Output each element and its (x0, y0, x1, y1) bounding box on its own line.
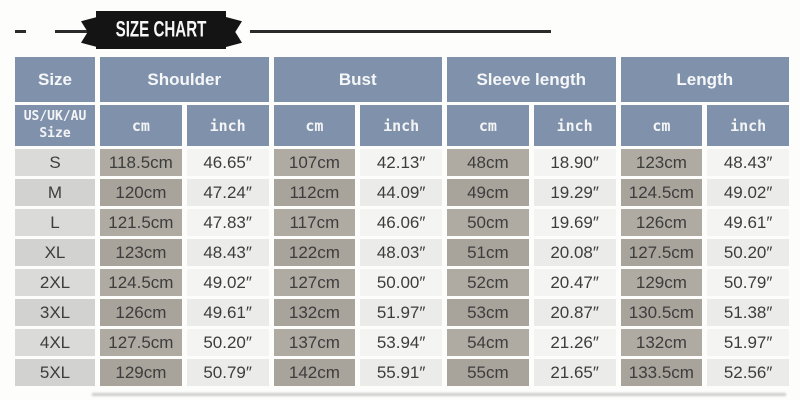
value-cell: 19.69″ (534, 209, 616, 236)
size-cell: S (15, 149, 95, 176)
value-cell: 123cm (621, 149, 703, 176)
value-cell: 50.79″ (707, 269, 789, 296)
value-cell: 50cm (447, 209, 529, 236)
ribbon-banner (96, 11, 226, 49)
size-cell: 2XL (15, 269, 95, 296)
value-cell: 53cm (447, 299, 529, 326)
right-rule-line (250, 30, 551, 33)
value-cell: 129cm (100, 359, 182, 386)
value-cell: 126cm (621, 209, 703, 236)
column-group-shoulder: Shoulder (100, 57, 269, 102)
column-group-length: Length (621, 57, 790, 102)
value-cell: 47.83″ (187, 209, 269, 236)
value-cell: 49.02″ (187, 269, 269, 296)
value-cell: 130.5cm (621, 299, 703, 326)
column-group-size: Size (15, 57, 95, 102)
value-cell: 55.91″ (360, 359, 442, 386)
value-cell: 55cm (447, 359, 529, 386)
cropped-bottom-edge (92, 393, 786, 396)
size-chart-ribbon (0, 0, 800, 56)
size-cell: M (15, 179, 95, 206)
value-cell: 47.24″ (187, 179, 269, 206)
size-cell: L (15, 209, 95, 236)
column-group-sleeve-length: Sleeve length (447, 57, 616, 102)
value-cell: 132cm (274, 299, 356, 326)
value-cell: 49cm (447, 179, 529, 206)
value-cell: 126cm (100, 299, 182, 326)
value-cell: 133.5cm (621, 359, 703, 386)
value-cell: 112cm (274, 179, 356, 206)
value-cell: 137cm (274, 329, 356, 356)
value-cell: 21.26″ (534, 329, 616, 356)
value-cell: 117cm (274, 209, 356, 236)
value-cell: 54cm (447, 329, 529, 356)
value-cell: 50.20″ (187, 329, 269, 356)
value-cell: 18.90″ (534, 149, 616, 176)
value-cell: 107cm (274, 149, 356, 176)
subheader-us-uk-au-size: US/UK/AU Size (15, 105, 95, 146)
value-cell: 122cm (274, 239, 356, 266)
value-cell: 52.56″ (707, 359, 789, 386)
value-cell: 46.06″ (360, 209, 442, 236)
value-cell: 49.02″ (707, 179, 789, 206)
size-cell: 5XL (15, 359, 95, 386)
unit-header-inch-5: inch (534, 105, 616, 146)
value-cell: 51.97″ (707, 329, 789, 356)
value-cell: 20.87″ (534, 299, 616, 326)
size-chart-table (15, 57, 789, 386)
unit-header-cm-0: cm (100, 105, 182, 146)
unit-header-inch-1: inch (187, 105, 269, 146)
value-cell: 50.00″ (360, 269, 442, 296)
size-cell: 4XL (15, 329, 95, 356)
size-cell: 3XL (15, 299, 95, 326)
value-cell: 50.20″ (707, 239, 789, 266)
value-cell: 48.43″ (707, 149, 789, 176)
value-cell: 49.61″ (707, 209, 789, 236)
left-rule-line (55, 30, 88, 33)
value-cell: 44.09″ (360, 179, 442, 206)
value-cell: 50.79″ (187, 359, 269, 386)
value-cell: 127.5cm (621, 239, 703, 266)
value-cell: 123cm (100, 239, 182, 266)
unit-header-cm-4: cm (447, 105, 529, 146)
value-cell: 53.94″ (360, 329, 442, 356)
value-cell: 42.13″ (360, 149, 442, 176)
value-cell: 51.38″ (707, 299, 789, 326)
unit-header-inch-7: inch (707, 105, 789, 146)
value-cell: 19.29″ (534, 179, 616, 206)
left-dash-line (15, 30, 26, 33)
value-cell: 127cm (274, 269, 356, 296)
value-cell: 124.5cm (621, 179, 703, 206)
value-cell: 51.97″ (360, 299, 442, 326)
value-cell: 49.61″ (187, 299, 269, 326)
value-cell: 51cm (447, 239, 529, 266)
value-cell: 48.03″ (360, 239, 442, 266)
value-cell: 132cm (621, 329, 703, 356)
ribbon-title: SIZE CHART (115, 17, 207, 42)
value-cell: 20.47″ (534, 269, 616, 296)
value-cell: 129cm (621, 269, 703, 296)
value-cell: 21.65″ (534, 359, 616, 386)
value-cell: 48.43″ (187, 239, 269, 266)
value-cell: 142cm (274, 359, 356, 386)
value-cell: 120cm (100, 179, 182, 206)
value-cell: 52cm (447, 269, 529, 296)
ribbon-right-fold-icon (226, 17, 242, 47)
unit-header-inch-3: inch (360, 105, 442, 146)
value-cell: 48cm (447, 149, 529, 176)
size-cell: XL (15, 239, 95, 266)
value-cell: 118.5cm (100, 149, 182, 176)
value-cell: 124.5cm (100, 269, 182, 296)
value-cell: 127.5cm (100, 329, 182, 356)
unit-header-cm-2: cm (274, 105, 356, 146)
column-group-bust: Bust (274, 57, 443, 102)
value-cell: 20.08″ (534, 239, 616, 266)
value-cell: 121.5cm (100, 209, 182, 236)
unit-header-cm-6: cm (621, 105, 703, 146)
value-cell: 46.65″ (187, 149, 269, 176)
